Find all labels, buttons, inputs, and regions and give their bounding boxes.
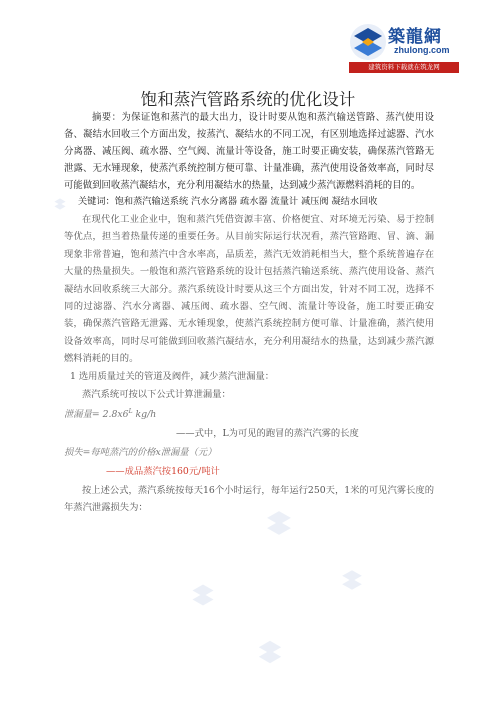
zhulong-logo[interactable] [348,20,460,82]
section1-intro: 蒸汽系统可按以下公式计算泄漏量： [82,389,231,400]
logo-site: zhulong.com [394,45,450,55]
leak-formula [64,406,156,420]
loss-formula-note: ——成品蒸汽按160元/吨计 [106,466,220,477]
watermark-icon [52,196,68,212]
leak-formula-text: 泄漏量= 2.8x6 [64,409,129,420]
document-title: 饱和蒸汽管路系统的优化设计 [140,90,356,109]
leak-formula-note: ——式中，L为可见的跑冒的蒸汽汽雾的长度 [176,428,359,439]
section1-example: 按上述公式，蒸汽系统按每天16个小时运行，每年运行250天，1米的可见汽雾长度的年蒸汽泄露损失为： [64,485,434,514]
watermark-icon [262,506,296,540]
zhulong-emblem-icon [348,22,388,62]
leak-formula-unit: kg/h [132,409,157,420]
intro-paragraph: 在现代化工业企业中，饱和蒸汽凭借资源丰富、价格便宜、对环境无污染、易于控制等优点，担当着热量传递的重要任务。从目前实际运行状况看，蒸汽管路跑、冒、滴、漏现象非常普遍，饱和蒸汽中含水率高，品质差，蒸汽无效消耗相当大，整个系统普遍存在大量的热量损失。一般饱和蒸汽管路系统的设计包括蒸汽输送系统、蒸汽使用设备、蒸汽凝结水回收系统三大部分。蒸汽系统设计时要从这三个方面出发，针对不同工况，选择不同的过滤器、汽水分离器、减压阀、疏水器、空气阀、流量计等设备，施工时要正确安装，确保蒸汽管路无泄露、无水锤现象，使蒸汽系统控制方便可靠、计量准确，蒸汽使用设备效率高，同时尽可能做到回收蒸汽凝结水，充分利用凝结水的热量，达到减少蒸汽源燃料消耗的目的。 [64,214,434,365]
leak-formula-exponent: L [128,407,133,415]
abstract: 摘要：为保证饱和蒸汽的最大出力，设计时要从饱和蒸汽输送管路、蒸汽使用设备、凝结水回收三个方面出发，按蒸汽、凝结水的不同工况，有区别地选择过滤器、汽水分离器、减压阀、疏水器、空气阀、流量计等设备，施工时要正确安装，确保蒸汽管路无泄露、无水锤现象，使蒸汽系统控制方便可靠、计量准确，蒸汽使用设备效率高，同时尽可能做到回收蒸汽凝结水，充分利用凝结水的热量，达到减少蒸汽源燃料消耗的目的。 [64,112,434,191]
watermark-icon [188,580,218,610]
section1-heading: 1 选用质量过关的管道及阀件，减少蒸汽泄漏量： [70,371,275,382]
keywords: 关键词：饱和蒸汽输送系统 汽水分离器 疏水器 流量计 减压阀 凝结水回收 [78,196,378,207]
watermark-icon [338,566,366,594]
logo-name: 築龍網 [388,27,442,47]
loss-formula: 损失=每吨蒸汽的价格x泄漏量（元） [64,447,217,458]
logo-banner: 建筑资料下载就在筑龙网 [349,62,459,73]
watermark-icon [254,636,286,668]
